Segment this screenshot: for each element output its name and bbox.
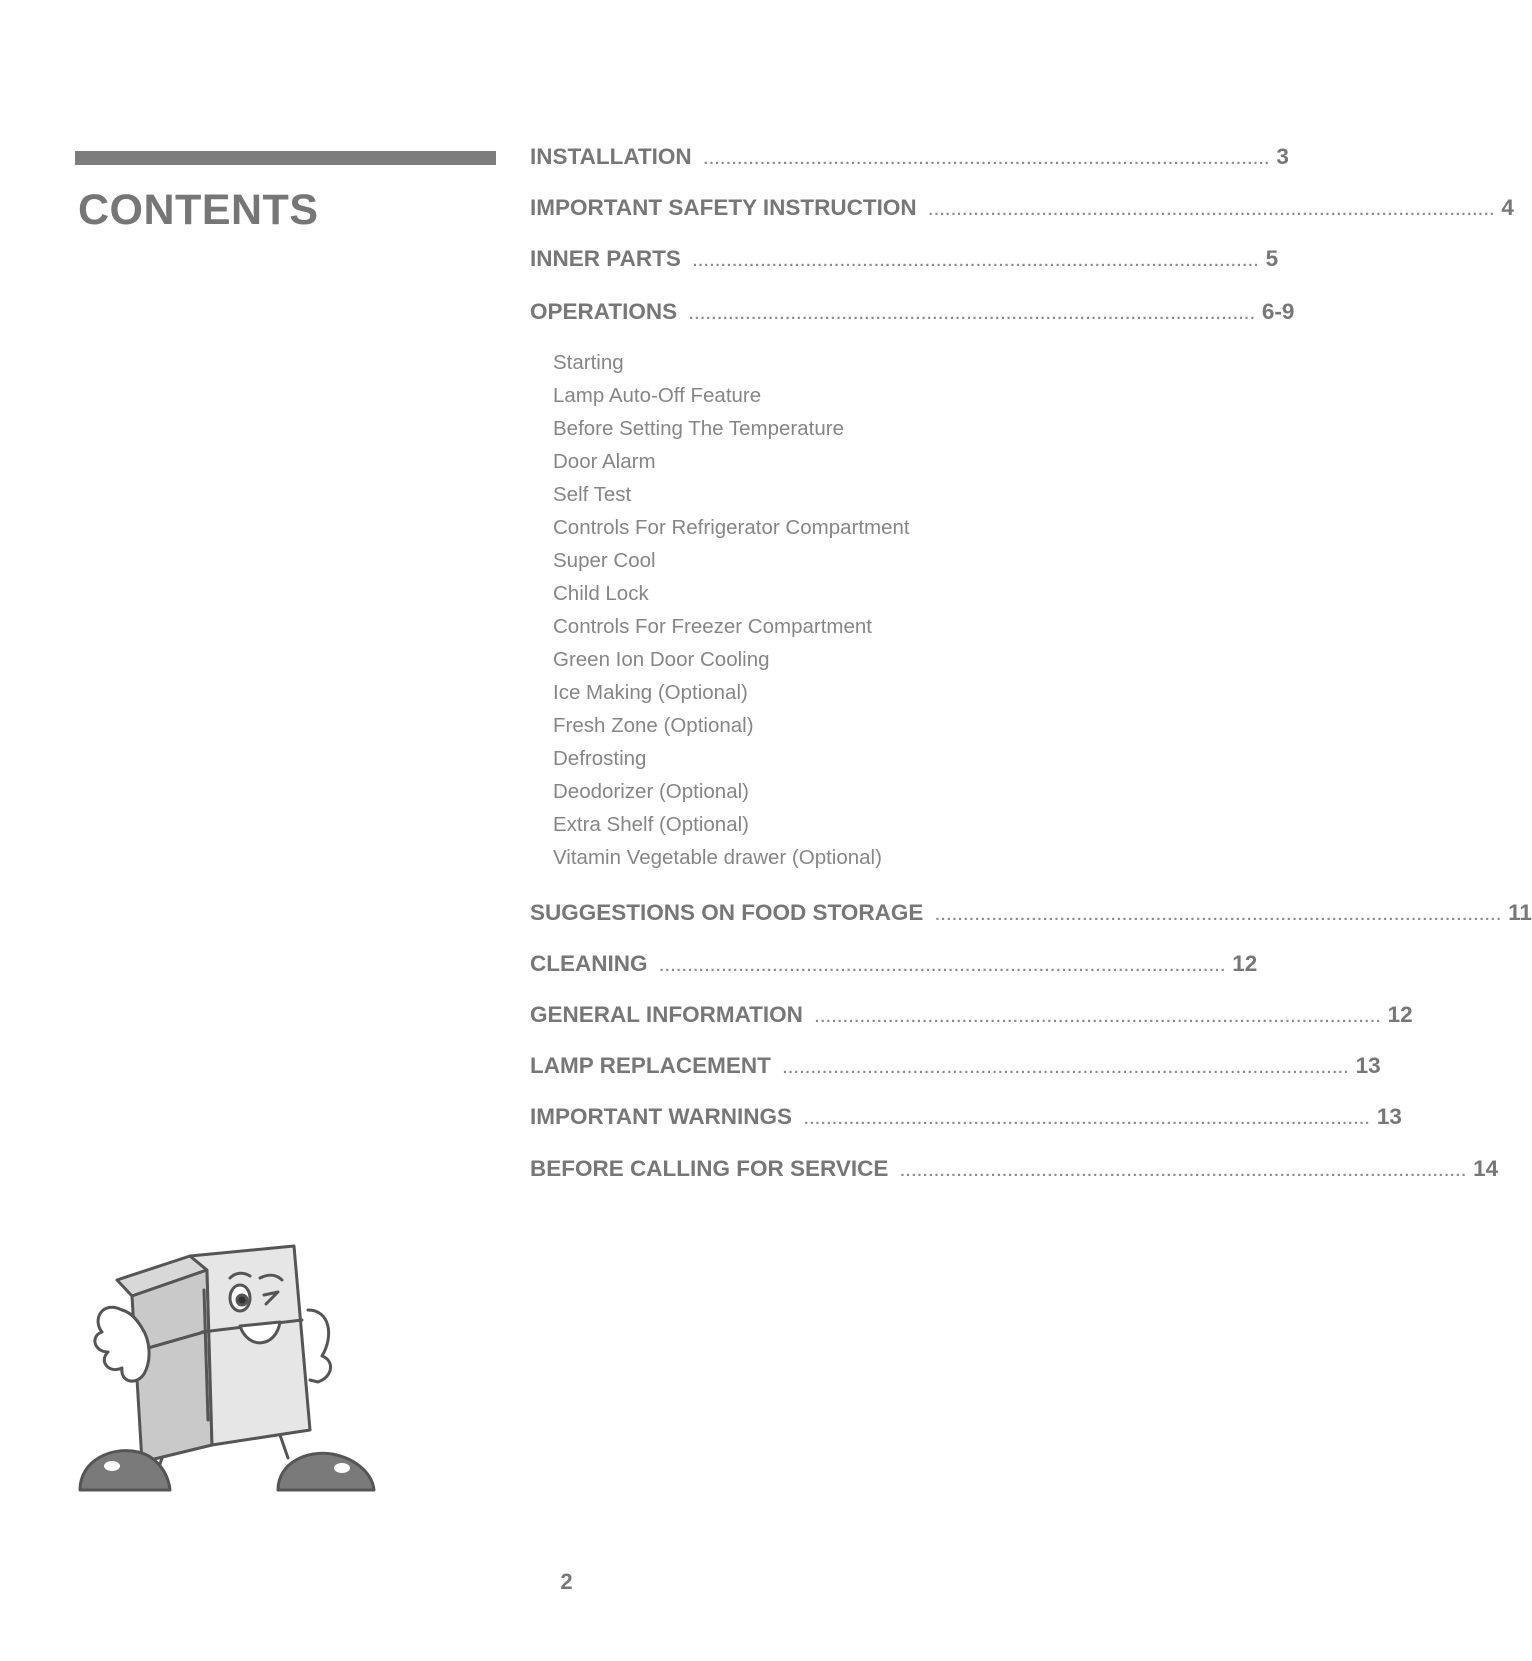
toc-entry-inner-parts[interactable]	[530, 246, 1279, 276]
subtopic-item[interactable]: Defrosting	[553, 747, 647, 770]
toc-entry-title: INNER PARTS	[530, 246, 681, 271]
toc-entry-page: 12	[1232, 951, 1258, 976]
toc-entry-title: SUGGESTIONS ON FOOD STORAGE	[530, 900, 924, 925]
toc-entry-page: 13	[1376, 1104, 1402, 1129]
toc-entry-important-warnings[interactable]	[530, 1104, 1402, 1134]
subtopic-item[interactable]: Child Lock	[553, 582, 649, 605]
toc-entry-page: 6-9	[1261, 299, 1295, 324]
toc-entry-page: 13	[1355, 1053, 1381, 1078]
dot-leader: ....................................................................................................	[928, 202, 1496, 219]
operations-subtopics	[553, 346, 910, 874]
subtopic-item[interactable]: Extra Shelf (Optional)	[553, 813, 749, 836]
dot-leader: ....................................................................................................	[689, 306, 1256, 323]
dot-leader: ....................................................................................................	[900, 1163, 1468, 1180]
toc-entry-page: 11	[1508, 900, 1532, 925]
toc-entry-title: CLEANING	[530, 951, 648, 976]
subtopic-item[interactable]: Controls For Refrigerator Compartment	[553, 516, 910, 539]
subtopic-item[interactable]: Self Test	[553, 483, 632, 506]
subtopic-item[interactable]: Green Ion Door Cooling	[553, 648, 770, 671]
toc-entry-lamp-replacement[interactable]	[530, 1053, 1381, 1083]
dot-leader: ....................................................................................................	[659, 958, 1227, 975]
page-title: CONTENTS	[78, 186, 319, 234]
toc-entry-general-information[interactable]	[530, 1002, 1413, 1032]
toc-entry-title: IMPORTANT WARNINGS	[530, 1104, 793, 1129]
dot-leader: ....................................................................................................	[692, 253, 1260, 270]
dot-leader: ....................................................................................................	[782, 1060, 1350, 1077]
subtopic-item[interactable]: Fresh Zone (Optional)	[553, 714, 754, 737]
subtopic-item[interactable]: Lamp Auto-Off Feature	[553, 384, 762, 407]
subtopic-item[interactable]: Super Cool	[553, 549, 656, 572]
toc-entry-important-safety-instruction[interactable]	[530, 195, 1514, 225]
toc-entry-cleaning[interactable]	[530, 951, 1258, 981]
toc-entry-page: 4	[1501, 195, 1514, 220]
toc-entry-title: IMPORTANT SAFETY INSTRUCTION	[530, 195, 917, 220]
page-number: 2	[560, 1569, 573, 1594]
toc-entry-suggestions-on-food-storage[interactable]	[530, 900, 1532, 930]
dot-leader: ....................................................................................................	[814, 1009, 1382, 1026]
toc-entry-title: INSTALLATION	[530, 144, 692, 169]
toc-entry-page: 3	[1276, 144, 1289, 169]
subtopic-item[interactable]: Before Setting The Temperature	[553, 417, 844, 440]
subtopic-item[interactable]: Deodorizer (Optional)	[553, 780, 749, 803]
toc-entry-page: 5	[1265, 246, 1279, 271]
dot-leader: ....................................................................................................	[804, 1111, 1371, 1128]
subtopic-item[interactable]: Ice Making (Optional)	[553, 681, 748, 704]
toc-entry-title: BEFORE CALLING FOR SERVICE	[530, 1156, 889, 1181]
subtopic-item[interactable]: Controls For Freezer Compartment	[553, 615, 872, 638]
subtopic-item[interactable]: Starting	[553, 351, 624, 374]
toc-entry-before-calling-for-service[interactable]	[530, 1156, 1499, 1186]
dot-leader: ....................................................................................................	[935, 907, 1503, 924]
toc-entry-title: GENERAL INFORMATION	[530, 1002, 803, 1027]
toc-entry-page: 14	[1473, 1156, 1499, 1181]
subtopic-item[interactable]: Door Alarm	[553, 450, 656, 473]
subtopic-item[interactable]: Vitamin Vegetable drawer (Optional)	[553, 846, 882, 869]
toc-entry-title: OPERATIONS	[530, 299, 678, 324]
toc-entry-operations[interactable]	[530, 299, 1295, 329]
toc-entry-installation[interactable]	[530, 144, 1289, 174]
dot-leader: ....................................................................................................	[703, 151, 1271, 168]
title-rule	[75, 151, 496, 165]
toc-entry-title: LAMP REPLACEMENT	[530, 1053, 771, 1078]
toc-entry-page: 12	[1387, 1002, 1413, 1027]
refrigerator-mascot-icon	[72, 1240, 402, 1500]
